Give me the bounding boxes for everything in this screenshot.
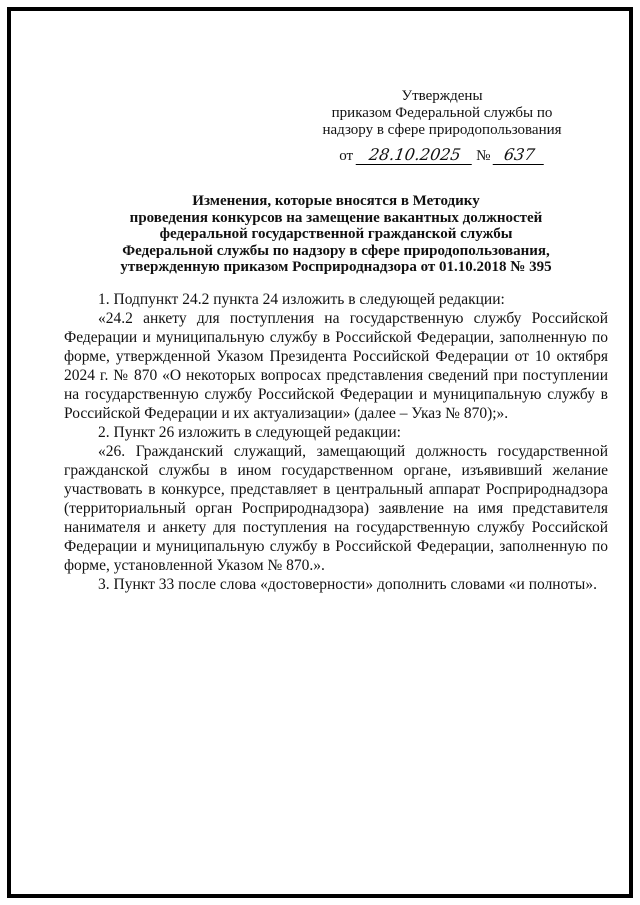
approval-date-line xyxy=(276,146,608,165)
page-content xyxy=(64,0,608,905)
document-body xyxy=(64,290,608,594)
paragraph-3: 2. Пункт 26 изложить в следующей редакции: xyxy=(98,423,401,441)
approval-line-3: надзору в сфере природопользования xyxy=(322,122,562,138)
handwritten-number: 637 xyxy=(493,146,546,165)
title-line-2: проведения конкурсов на замещение вакантных должностей xyxy=(129,209,543,226)
date-prefix: от xyxy=(339,148,354,164)
paragraph-2: «24.2 анкету для поступления на государственную службу Российской Федерации и муниципальную службу в Российской Федерации, заполненную по форме, утвержденной Указом Президента Российской Федерации от 10 октября 2024 г. № 870 «О некоторых вопросах представления сведений при поступлении на государственную службу Российской Федерации и муниципальную службу в Российской Федерации и их актуализации» (далее – Указ № 870);». xyxy=(64,309,608,422)
paragraph-1: 1. Подпункт 24.2 пункта 24 изложить в следующей редакции: xyxy=(98,290,505,308)
approval-line-1: Утверждены xyxy=(401,88,483,104)
title-line-1: Изменения, которые вносятся в Методику xyxy=(192,193,480,209)
paragraph-4: «26. Гражданский служащий, замещающий должность государственной гражданской службы в ином государственном органе, изъявивший желание участвовать в конкурсе, представляет в центральный аппарат Росприроднадзора (территориальный орган Росприроднадзора) заявление на имя представителя нанимателя и анкету для поступления на государственную службу Российской Федерации и муниципальную службу в Российской Федерации, заполненную по форме, установленной Указом № 870.». xyxy=(64,442,608,574)
approval-block xyxy=(276,88,608,165)
paragraph-5: 3. Пункт 33 после слова «достоверности» дополнить словами «и полноты». xyxy=(98,575,597,593)
number-sign: № xyxy=(476,148,491,164)
title-line-3: федеральной государственной гражданской службы xyxy=(159,226,513,242)
title-line-4: Федеральной службы по надзору в сфере природопользования, xyxy=(122,242,550,259)
handwritten-date: 28.10.2025 xyxy=(355,146,473,165)
title-line-5: утвержденную приказом Росприроднадзора от 01.10.2018 № 395 xyxy=(120,259,552,275)
document-title xyxy=(64,193,608,276)
approval-line-2: приказом Федеральной службы по xyxy=(331,105,553,121)
